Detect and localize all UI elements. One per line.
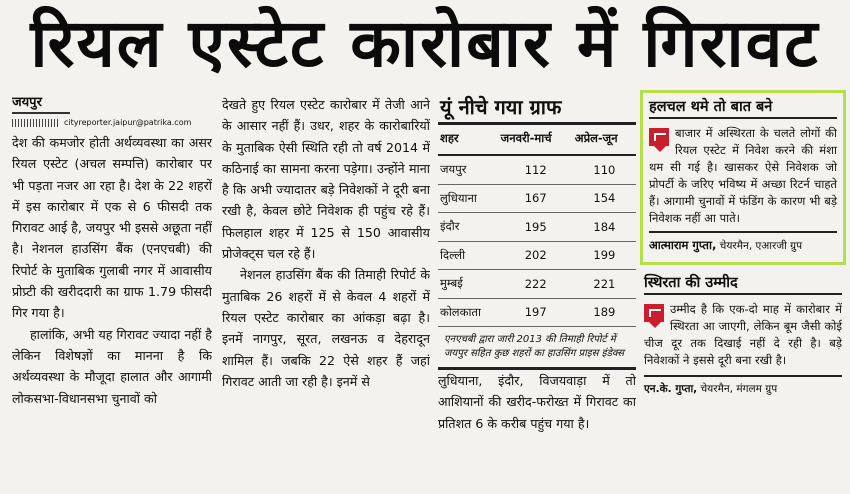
- quote-text: बाजार में अस्थिरता के चलते लोगों की रियल एस्टेट में निवेश करने की मंशा थम सी गई है। खासकर ऐसे निवेशक जो प्रोपर्टी के जरिए भविष्य में अच्छा रिटर्न चाहते हैं। आगामी चुनावों में फंडिंग के कारण भी बड़े निवेशक नहीं आ पाते।: [649, 126, 837, 225]
- quote-text: उम्मीद है कि एक-दो माह में कारोबार में स्थिरता आ जाएगी, लेकिन बूम जैसी कोई चीज दूर तक दिखाई नहीं दे रही है। बड़े निवेशकों ने इससे दूरी बना रखी है।: [644, 302, 842, 367]
- city-cell: लुधियाना: [438, 184, 499, 213]
- table-caption: एनएचबी द्वारा जारी 2013 की तिमाही रिपोर्ट में जयपुर सहित कुछ शहरों का हाउसिंग प्राइस इंडेक्स: [438, 327, 636, 370]
- quote-icon: [649, 128, 669, 146]
- sidebar-quotes: [640, 90, 846, 492]
- quote-box-title: हलचल थमे तो बात बने: [649, 97, 837, 119]
- quote-author-role: चेयरमैन, मंगलम ग्रुप: [700, 383, 778, 395]
- price-index-table: [438, 125, 636, 327]
- city-cell: इंदौर: [438, 213, 499, 242]
- q2-cell: 189: [573, 298, 636, 327]
- q1-cell: 202: [499, 241, 573, 270]
- quote-box-1: [640, 90, 846, 265]
- city-cell: मुम्बई: [438, 270, 499, 299]
- table-title: यूं नीचे गया ग्राफ: [438, 92, 636, 125]
- dateline: जयपुर: [12, 94, 70, 114]
- table-row: [438, 184, 636, 213]
- quote-box-title: स्थिरता की उम्मीद: [644, 273, 842, 295]
- city-cell: जयपुर: [438, 155, 499, 184]
- city-cell: कोलकाता: [438, 298, 499, 327]
- quote-text-wrap: [649, 125, 837, 227]
- barcode-icon: [12, 119, 58, 127]
- article-paragraph: नेशनल हाउसिंग बैंक की तिमाही रिपोर्ट के मुताबिक 26 शहरों में से केवल 4 शहरों में रियल एस्टेट कारोबार का आंकड़ा बढ़ा है। इनमें नागपुर, सूरत, लखनऊ व देहरादून शामिल हैं। जबकि 22 ऐसे शहर हैं जहां गिरावट आती जा रही है। इनमें से: [222, 267, 430, 389]
- quote-author: आत्माराम गुप्ता,: [649, 238, 717, 252]
- col-header-city: शहर: [438, 125, 499, 155]
- table-row: [438, 155, 636, 184]
- table-row: [438, 270, 636, 299]
- q1-cell: 195: [499, 213, 573, 242]
- article-paragraph: देखते हुए रियल एस्टेट कारोबार में तेजी आने के आसार नहीं हैं। उधर, शहर के कारोबारियों के मुताबिक ऐसी स्थिति रही तो वर्ष 2014 में कठिनाई का सामना करना पड़ेगा। उन्होंने माना है कि अभी ज्यादातर बड़े निवेशकों ने दूरी बना रखी है, केवल छोटे निवेशक ही पहुंच रहे हैं। फिलहाल शहर में 125 से 150 आवासीय प्रोजेक्ट्स चल रहे हैं।: [222, 97, 430, 262]
- q2-cell: 221: [573, 270, 636, 299]
- quote-box-2: [640, 273, 846, 399]
- q1-cell: 167: [499, 184, 573, 213]
- table-row: [438, 213, 636, 242]
- article-column-1: [12, 94, 212, 492]
- table-row: [438, 241, 636, 270]
- quote-icon: [644, 304, 664, 322]
- headline: रियल एस्टेट कारोबार में गिरावट: [30, 4, 820, 82]
- article-paragraph: हालांकि, अभी यह गिरावट ज्यादा नहीं है लेकिन विशेषज्ञों का मानना है कि अर्थव्यवस्था के मौजूदा हालात और आगामी लोकसभा-विधानसभा चुनावों को: [12, 326, 212, 406]
- q2-cell: 154: [573, 184, 636, 213]
- table-row: [438, 298, 636, 327]
- quote-author: एन.के. गुप्ता,: [644, 383, 698, 395]
- quote-author-role: चेयरमैन, एआरजी ग्रुप: [719, 240, 803, 252]
- reporter-line: [12, 116, 212, 130]
- col-header-q1: जनवरी-मार्च: [499, 125, 573, 155]
- reporter-email[interactable]: cityreporter.jaipur@patrika.com: [64, 118, 192, 127]
- q1-cell: 112: [499, 155, 573, 184]
- article-column-2: [222, 94, 430, 492]
- q2-cell: 184: [573, 213, 636, 242]
- quote-text-wrap: [644, 301, 842, 369]
- city-cell: दिल्ली: [438, 241, 499, 270]
- table-header-row: [438, 125, 636, 155]
- q1-cell: 222: [499, 270, 573, 299]
- article-paragraph: लुधियाना, इंदौर, विजयवाड़ा में तो आशियानों की खरीद-फरोख्त में गिरावट का प्रतिशत 6 के करीब पहुंच गया है।: [438, 373, 636, 431]
- q2-cell: 110: [573, 155, 636, 184]
- q2-cell: 199: [573, 241, 636, 270]
- article-paragraph: देश की कमजोर होती अर्थव्यवस्था का असर रियल एस्टेट (अचल सम्पत्ति) कारोबार पर भी पड़ता नजर आ रहा है। देश के 22 शहरों में इस कारोबार में एक से 6 फीसदी तक गिरावट आई है, जयपुर भी इससे अछूता नहीं है। नेशनल हाउसिंग बैंक (एनएचबी) की रिपोर्ट के मुताबिक गुलाबी नगर में आवासीय प्रोप्र्टी की खरीददारी का ग्राफ 1.79 फीसदी गिर गया है।: [12, 135, 212, 321]
- price-index-section: [438, 92, 636, 492]
- quote-attribution: [644, 375, 842, 399]
- quote-attribution: [649, 231, 837, 256]
- col-header-q2: अप्रेल-जून: [573, 125, 636, 155]
- q1-cell: 197: [499, 298, 573, 327]
